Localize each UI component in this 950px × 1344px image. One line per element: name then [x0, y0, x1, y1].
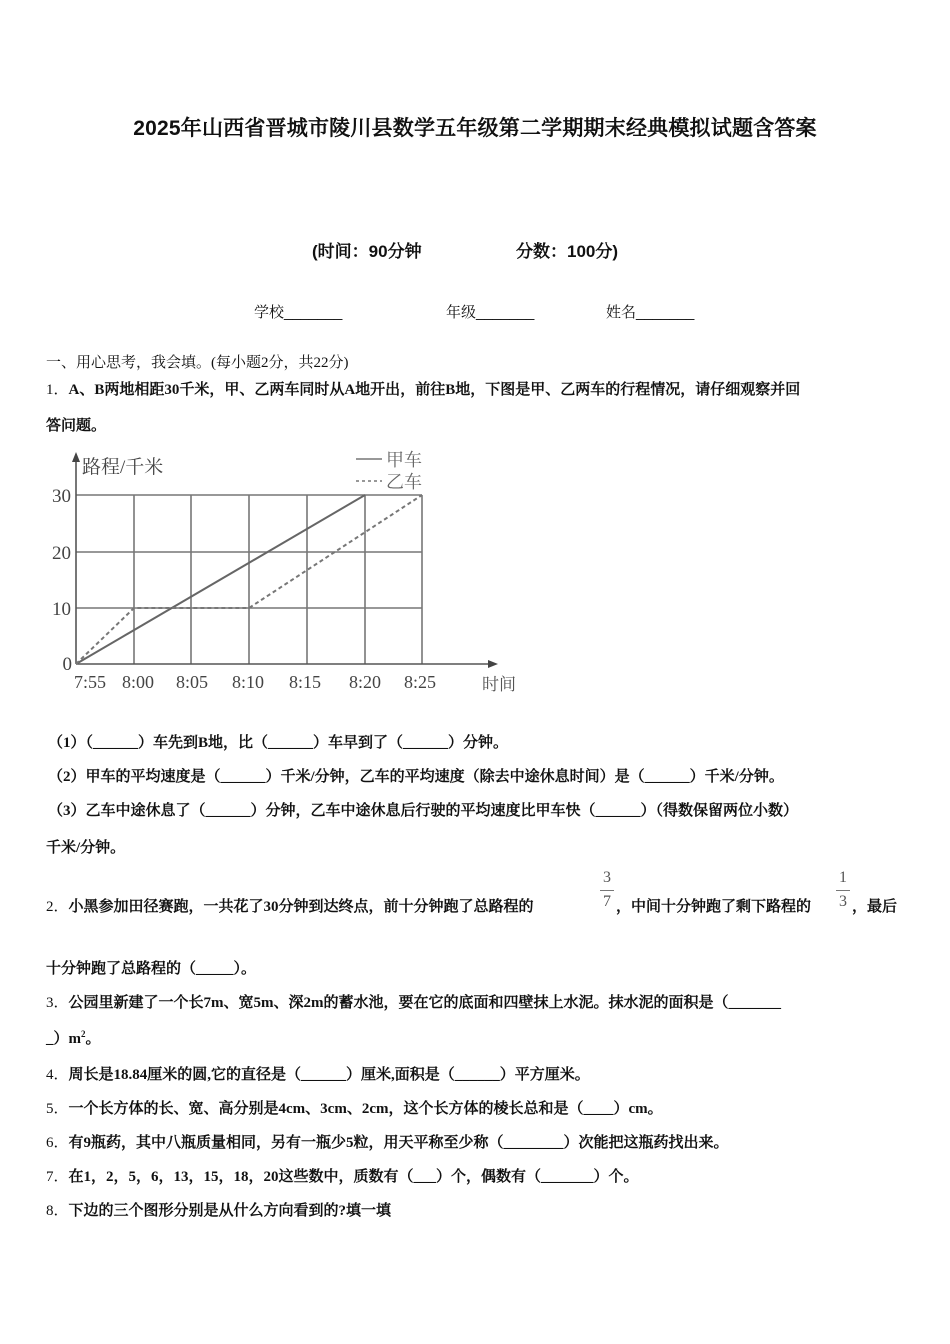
question-2-mid: ，中间十分钟跑了剩下路程的	[616, 899, 812, 915]
question-1-cont: 答问题。	[46, 418, 107, 434]
question-number: 7．	[46, 1169, 69, 1185]
svg-text:8:20: 8:20	[348, 672, 382, 692]
svg-text:8:00: 8:00	[121, 672, 155, 692]
section-heading: 一、用心思考，我会填。(每小题2分，共22分)	[46, 355, 349, 371]
svg-text:8:05: 8:05	[175, 672, 209, 692]
question-number: 2．	[46, 899, 69, 915]
question-1-sub-1: （1）（______）车先到B地，比（______）车早到了（______）分钟。	[48, 735, 509, 751]
question-1-sub-3-cont: 千米/分钟。	[46, 840, 126, 856]
school-field[interactable]: 学校_______	[254, 304, 343, 321]
question-number: 1．	[46, 382, 69, 398]
y-tick-labels	[52, 486, 72, 675]
question-3: 3．公园里新建了一个长7m、宽5m、深2m的蓄水池，要在它的底面和四壁抹上水泥。抹水泥的面积是（_______	[46, 995, 782, 1011]
y-axis-arrow	[72, 452, 80, 462]
svg-text:甲车: 甲车	[386, 450, 422, 470]
question-4: 4．周长是18.84厘米的圆,它的直径是（______）厘米,面积是（______）平方厘米。	[46, 1067, 590, 1083]
question-1-sub-3: （3）乙车中途休息了（______）分钟，乙车中途休息后行驶的平均速度比甲车快（______）（得数保留两位小数）	[48, 803, 799, 819]
question-3-cont: $\_)m^2$。	[46, 1029, 101, 1047]
exam-score: 分数：100分)	[516, 242, 619, 261]
document-title: 2025年山西省晋城市陵川县数学五年级第二学期期末经典模拟试题含答案	[133, 117, 817, 140]
series-jia	[76, 495, 365, 664]
question-5: 5．一个长方体的长、宽、高分别是4cm、3cm、2cm，这个长方体的棱长总和是（____）cm。	[46, 1101, 663, 1117]
question-number: 8．	[46, 1203, 69, 1219]
grade-field[interactable]: 年级_______	[446, 304, 535, 321]
svg-text:7:55: 7:55	[73, 672, 107, 692]
svg-text:8:15: 8:15	[288, 672, 322, 692]
chart-axes	[76, 458, 492, 664]
question-1	[46, 378, 800, 399]
name-field[interactable]: 姓名_______	[606, 304, 695, 321]
fraction-three-sevenths: 3 7	[600, 869, 614, 911]
svg-text:8:10: 8:10	[231, 672, 265, 692]
question-2-end: ，最后	[852, 899, 898, 915]
svg-text:0: 0	[62, 654, 72, 675]
question-text: A、B两地相距30千米，甲、乙两车同时从A地开出，前往B地，下图是甲、乙两车的行程情况，请仔细观察并回	[68, 382, 801, 398]
question-2-cont: 十分钟跑了总路程的（_____）。	[46, 961, 257, 977]
chart-grid	[76, 495, 422, 664]
question-number: 5．	[46, 1101, 69, 1117]
question-1-sub-2: （2）甲车的平均速度是（______）千米/分钟，乙车的平均速度（除去中途休息时间）是（______）千米/分钟。	[48, 769, 784, 785]
chart-legend	[356, 450, 422, 492]
exam-time: (时间：90分钟	[312, 242, 422, 261]
question-2: 2．小黑参加田径赛跑，一共花了30分钟到达终点，前十分钟跑了总路程的	[46, 899, 534, 915]
question-number: 4．	[46, 1067, 69, 1083]
svg-text:8:25: 8:25	[403, 672, 437, 692]
distance-time-chart	[40, 440, 520, 700]
question-6: 6．有9瓶药，其中八瓶质量相同，另有一瓶少5粒，用天平称至少称（________）次能把这瓶药找出来。	[46, 1135, 729, 1151]
svg-text:10: 10	[52, 599, 71, 620]
question-8: 8．下边的三个图形分别是从什么方向看到的?填一填	[46, 1203, 392, 1219]
question-number: 3．	[46, 995, 69, 1011]
x-axis-arrow	[488, 660, 498, 668]
fraction-one-third: 1 3	[836, 869, 850, 911]
svg-text:20: 20	[52, 543, 71, 564]
x-tick-labels	[74, 672, 436, 692]
y-axis-label: 路程/千米	[82, 457, 164, 478]
svg-text:乙车: 乙车	[386, 472, 422, 492]
question-7: 7．在1，2，5，6，13，15，18，20这些数中，质数有（___）个，偶数有（_______）个。	[46, 1169, 639, 1185]
svg-text:30: 30	[52, 486, 71, 507]
x-axis-label: 时间	[482, 675, 516, 694]
question-number: 6．	[46, 1135, 69, 1151]
